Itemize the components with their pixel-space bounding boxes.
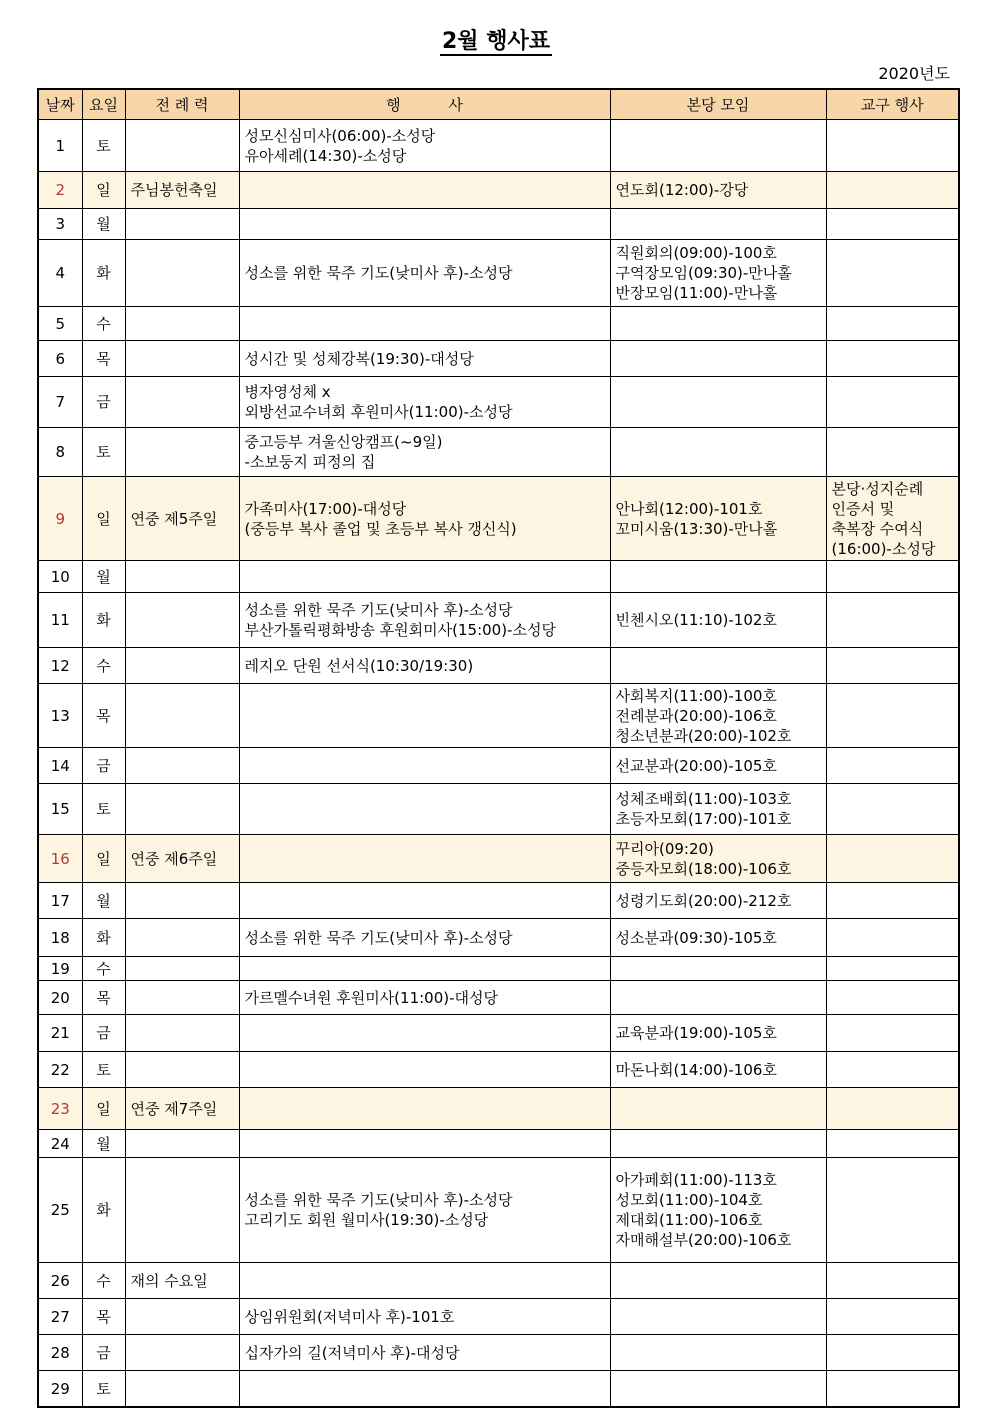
cell-diocese <box>826 120 959 172</box>
cell-meetings: 꾸리아(09:20) 중등자모회(18:00)-106호 <box>610 835 826 883</box>
cell-weekday: 토 <box>82 1052 125 1088</box>
table-row <box>38 1335 959 1371</box>
header-events: 행 사 <box>239 89 610 120</box>
cell-liturgy <box>125 1335 239 1371</box>
cell-diocese <box>826 784 959 835</box>
cell-diocese <box>826 883 959 919</box>
cell-diocese <box>826 748 959 784</box>
page-title <box>0 24 992 55</box>
cell-events: 병자영성체 x 외방선교수녀회 후원미사(11:00)-소성당 <box>239 377 610 428</box>
cell-diocese <box>826 307 959 341</box>
cell-liturgy <box>125 428 239 477</box>
table-row <box>38 120 959 172</box>
cell-meetings <box>610 428 826 477</box>
table-row <box>38 561 959 593</box>
cell-diocese <box>826 428 959 477</box>
table-row <box>38 1015 959 1052</box>
cell-weekday: 일 <box>82 835 125 883</box>
cell-day: 2 <box>38 172 82 209</box>
table-row <box>38 784 959 835</box>
cell-events <box>239 1088 610 1130</box>
cell-liturgy <box>125 748 239 784</box>
cell-day: 8 <box>38 428 82 477</box>
cell-day: 10 <box>38 561 82 593</box>
table-row <box>38 1130 959 1158</box>
table-row <box>38 1371 959 1408</box>
cell-meetings: 직원회의(09:00)-100호 구역장모임(09:30)-만나홀 반장모임(11:00)-만나홀 <box>610 240 826 307</box>
cell-liturgy <box>125 919 239 957</box>
cell-liturgy <box>125 209 239 240</box>
cell-diocese <box>826 1088 959 1130</box>
cell-day: 5 <box>38 307 82 341</box>
cell-events <box>239 172 610 209</box>
cell-liturgy <box>125 341 239 377</box>
cell-diocese <box>826 981 959 1015</box>
cell-weekday: 화 <box>82 919 125 957</box>
cell-events: 성소를 위한 묵주 기도(낮미사 후)-소성당 <box>239 919 610 957</box>
cell-day: 6 <box>38 341 82 377</box>
cell-meetings <box>610 307 826 341</box>
cell-day: 12 <box>38 648 82 684</box>
cell-day: 23 <box>38 1088 82 1130</box>
cell-meetings <box>610 1130 826 1158</box>
cell-meetings: 교육분과(19:00)-105호 <box>610 1015 826 1052</box>
table-row <box>38 1158 959 1263</box>
cell-meetings <box>610 341 826 377</box>
page-title-text: 2월 행사표 <box>442 29 550 54</box>
cell-events: 레지오 단원 선서식(10:30/19:30) <box>239 648 610 684</box>
cell-liturgy <box>125 1371 239 1408</box>
table-row <box>38 1299 959 1335</box>
cell-events <box>239 883 610 919</box>
table-row <box>38 477 959 561</box>
table-row <box>38 883 959 919</box>
cell-day: 26 <box>38 1263 82 1299</box>
cell-liturgy <box>125 377 239 428</box>
cell-events <box>239 1052 610 1088</box>
cell-events <box>239 748 610 784</box>
cell-liturgy <box>125 1158 239 1263</box>
cell-diocese <box>826 919 959 957</box>
cell-diocese <box>826 377 959 428</box>
cell-day: 1 <box>38 120 82 172</box>
cell-meetings: 성체조배회(11:00)-103호 초등자모회(17:00)-101호 <box>610 784 826 835</box>
cell-meetings <box>610 957 826 981</box>
cell-day: 19 <box>38 957 82 981</box>
table-row <box>38 835 959 883</box>
cell-liturgy <box>125 561 239 593</box>
cell-liturgy <box>125 1299 239 1335</box>
table-row <box>38 307 959 341</box>
cell-events <box>239 561 610 593</box>
cell-events: 십자가의 길(저녁미사 후)-대성당 <box>239 1335 610 1371</box>
cell-meetings <box>610 209 826 240</box>
cell-meetings <box>610 1371 826 1408</box>
cell-diocese <box>826 593 959 648</box>
cell-liturgy <box>125 981 239 1015</box>
cell-meetings <box>610 1335 826 1371</box>
cell-weekday: 일 <box>82 1088 125 1130</box>
cell-weekday: 화 <box>82 240 125 307</box>
cell-liturgy: 재의 수요일 <box>125 1263 239 1299</box>
cell-weekday: 월 <box>82 209 125 240</box>
cell-diocese <box>826 1015 959 1052</box>
table-row <box>38 428 959 477</box>
table-row <box>38 1052 959 1088</box>
cell-events <box>239 1371 610 1408</box>
cell-meetings <box>610 648 826 684</box>
table-row <box>38 377 959 428</box>
cell-events: 성소를 위한 묵주 기도(낮미사 후)-소성당 부산가톨릭평화방송 후원회미사(15:00)-소성당 <box>239 593 610 648</box>
cell-liturgy <box>125 593 239 648</box>
cell-events <box>239 1130 610 1158</box>
cell-meetings: 마돈나회(14:00)-106호 <box>610 1052 826 1088</box>
cell-diocese <box>826 835 959 883</box>
cell-weekday: 화 <box>82 1158 125 1263</box>
year-label: 2020년도 <box>878 64 950 83</box>
cell-diocese <box>826 341 959 377</box>
cell-day: 24 <box>38 1130 82 1158</box>
cell-diocese <box>826 1263 959 1299</box>
cell-events: 성소를 위한 묵주 기도(낮미사 후)-소성당 <box>239 240 610 307</box>
cell-day: 27 <box>38 1299 82 1335</box>
table-row <box>38 919 959 957</box>
cell-liturgy <box>125 957 239 981</box>
cell-weekday: 월 <box>82 561 125 593</box>
cell-liturgy <box>125 883 239 919</box>
cell-liturgy <box>125 1130 239 1158</box>
cell-weekday: 토 <box>82 120 125 172</box>
cell-events <box>239 1015 610 1052</box>
cell-liturgy <box>125 1052 239 1088</box>
cell-meetings <box>610 120 826 172</box>
cell-meetings <box>610 1299 826 1335</box>
cell-diocese <box>826 1299 959 1335</box>
header-liturgy: 전 례 력 <box>125 89 239 120</box>
table-row <box>38 593 959 648</box>
table-row <box>38 748 959 784</box>
cell-day: 28 <box>38 1335 82 1371</box>
cell-weekday: 금 <box>82 748 125 784</box>
cell-meetings: 성령기도회(20:00)-212호 <box>610 883 826 919</box>
cell-events <box>239 209 610 240</box>
cell-weekday: 화 <box>82 593 125 648</box>
header-diocese: 교구 행사 <box>826 89 959 120</box>
cell-events <box>239 1263 610 1299</box>
cell-day: 14 <box>38 748 82 784</box>
cell-day: 29 <box>38 1371 82 1408</box>
cell-diocese <box>826 561 959 593</box>
cell-weekday: 토 <box>82 1371 125 1408</box>
cell-events <box>239 307 610 341</box>
cell-diocese <box>826 648 959 684</box>
cell-liturgy: 연중 제7주일 <box>125 1088 239 1130</box>
table-row <box>38 172 959 209</box>
cell-day: 9 <box>38 477 82 561</box>
cell-diocese <box>826 1158 959 1263</box>
cell-weekday: 수 <box>82 648 125 684</box>
cell-diocese <box>826 1335 959 1371</box>
cell-day: 7 <box>38 377 82 428</box>
cell-day: 13 <box>38 684 82 748</box>
cell-weekday: 목 <box>82 341 125 377</box>
cell-day: 18 <box>38 919 82 957</box>
cell-weekday: 월 <box>82 883 125 919</box>
cell-liturgy: 주님봉헌축일 <box>125 172 239 209</box>
cell-weekday: 금 <box>82 1335 125 1371</box>
cell-events <box>239 835 610 883</box>
cell-meetings <box>610 561 826 593</box>
cell-liturgy <box>125 307 239 341</box>
cell-day: 22 <box>38 1052 82 1088</box>
cell-events: 가족미사(17:00)-대성당 (중등부 복사 졸업 및 초등부 복사 갱신식) <box>239 477 610 561</box>
cell-weekday: 수 <box>82 1263 125 1299</box>
cell-events <box>239 684 610 748</box>
cell-liturgy <box>125 784 239 835</box>
cell-liturgy <box>125 240 239 307</box>
cell-weekday: 토 <box>82 428 125 477</box>
cell-events <box>239 784 610 835</box>
cell-weekday: 수 <box>82 957 125 981</box>
cell-day: 16 <box>38 835 82 883</box>
cell-weekday: 목 <box>82 981 125 1015</box>
cell-diocese <box>826 684 959 748</box>
cell-weekday: 일 <box>82 477 125 561</box>
cell-diocese <box>826 1052 959 1088</box>
cell-weekday: 토 <box>82 784 125 835</box>
table-row <box>38 240 959 307</box>
cell-weekday: 금 <box>82 377 125 428</box>
header-day: 날짜 <box>38 89 82 120</box>
cell-weekday: 목 <box>82 1299 125 1335</box>
header-meetings: 본당 모임 <box>610 89 826 120</box>
cell-diocese <box>826 209 959 240</box>
cell-meetings <box>610 377 826 428</box>
cell-weekday: 일 <box>82 172 125 209</box>
cell-liturgy <box>125 648 239 684</box>
cell-liturgy <box>125 1015 239 1052</box>
cell-day: 4 <box>38 240 82 307</box>
cell-meetings <box>610 1088 826 1130</box>
table-row <box>38 1088 959 1130</box>
cell-meetings <box>610 1263 826 1299</box>
table-row <box>38 684 959 748</box>
cell-meetings: 선교분과(20:00)-105호 <box>610 748 826 784</box>
cell-events: 성모신심미사(06:00)-소성당 유아세례(14:30)-소성당 <box>239 120 610 172</box>
cell-day: 17 <box>38 883 82 919</box>
cell-day: 21 <box>38 1015 82 1052</box>
cell-weekday: 목 <box>82 684 125 748</box>
cell-day: 11 <box>38 593 82 648</box>
cell-liturgy: 연중 제6주일 <box>125 835 239 883</box>
cell-meetings: 안나회(12:00)-101호 꼬미시움(13:30)-만나홀 <box>610 477 826 561</box>
table-row <box>38 209 959 240</box>
header-weekday: 요일 <box>82 89 125 120</box>
cell-diocese <box>826 240 959 307</box>
table-row <box>38 957 959 981</box>
table-row <box>38 648 959 684</box>
cell-meetings: 성소분과(09:30)-105호 <box>610 919 826 957</box>
cell-meetings: 연도회(12:00)-강당 <box>610 172 826 209</box>
cell-meetings <box>610 981 826 1015</box>
cell-events: 성소를 위한 묵주 기도(낮미사 후)-소성당 고리기도 회원 월미사(19:30)-소성당 <box>239 1158 610 1263</box>
cell-liturgy <box>125 684 239 748</box>
cell-liturgy: 연중 제5주일 <box>125 477 239 561</box>
cell-weekday: 수 <box>82 307 125 341</box>
cell-day: 3 <box>38 209 82 240</box>
cell-meetings: 빈첸시오(11:10)-102호 <box>610 593 826 648</box>
cell-diocese <box>826 1371 959 1408</box>
table-header-row <box>38 89 959 120</box>
cell-diocese <box>826 957 959 981</box>
table-row <box>38 981 959 1015</box>
cell-meetings: 사회복지(11:00)-100호 전례분과(20:00)-106호 청소년분과(20:00)-102호 <box>610 684 826 748</box>
cell-liturgy <box>125 120 239 172</box>
cell-weekday: 금 <box>82 1015 125 1052</box>
cell-day: 20 <box>38 981 82 1015</box>
cell-meetings: 아가페회(11:00)-113호 성모회(11:00)-104호 제대회(11:00)-106호 자매해설부(20:00)-106호 <box>610 1158 826 1263</box>
cell-diocese <box>826 172 959 209</box>
schedule-table <box>37 88 960 1408</box>
cell-events: 상임위원회(저녁미사 후)-101호 <box>239 1299 610 1335</box>
cell-diocese: 본당·성지순례 인증서 및 축복장 수여식 (16:00)-소성당 <box>826 477 959 561</box>
table-row <box>38 1263 959 1299</box>
table-row <box>38 341 959 377</box>
cell-weekday: 월 <box>82 1130 125 1158</box>
cell-events: 성시간 및 성체강복(19:30)-대성당 <box>239 341 610 377</box>
cell-events <box>239 957 610 981</box>
cell-events: 중고등부 겨울신앙캠프(~9일) -소보둥지 피정의 집 <box>239 428 610 477</box>
cell-day: 15 <box>38 784 82 835</box>
cell-events: 가르멜수녀원 후원미사(11:00)-대성당 <box>239 981 610 1015</box>
cell-diocese <box>826 1130 959 1158</box>
table-body <box>38 120 959 1408</box>
cell-day: 25 <box>38 1158 82 1263</box>
